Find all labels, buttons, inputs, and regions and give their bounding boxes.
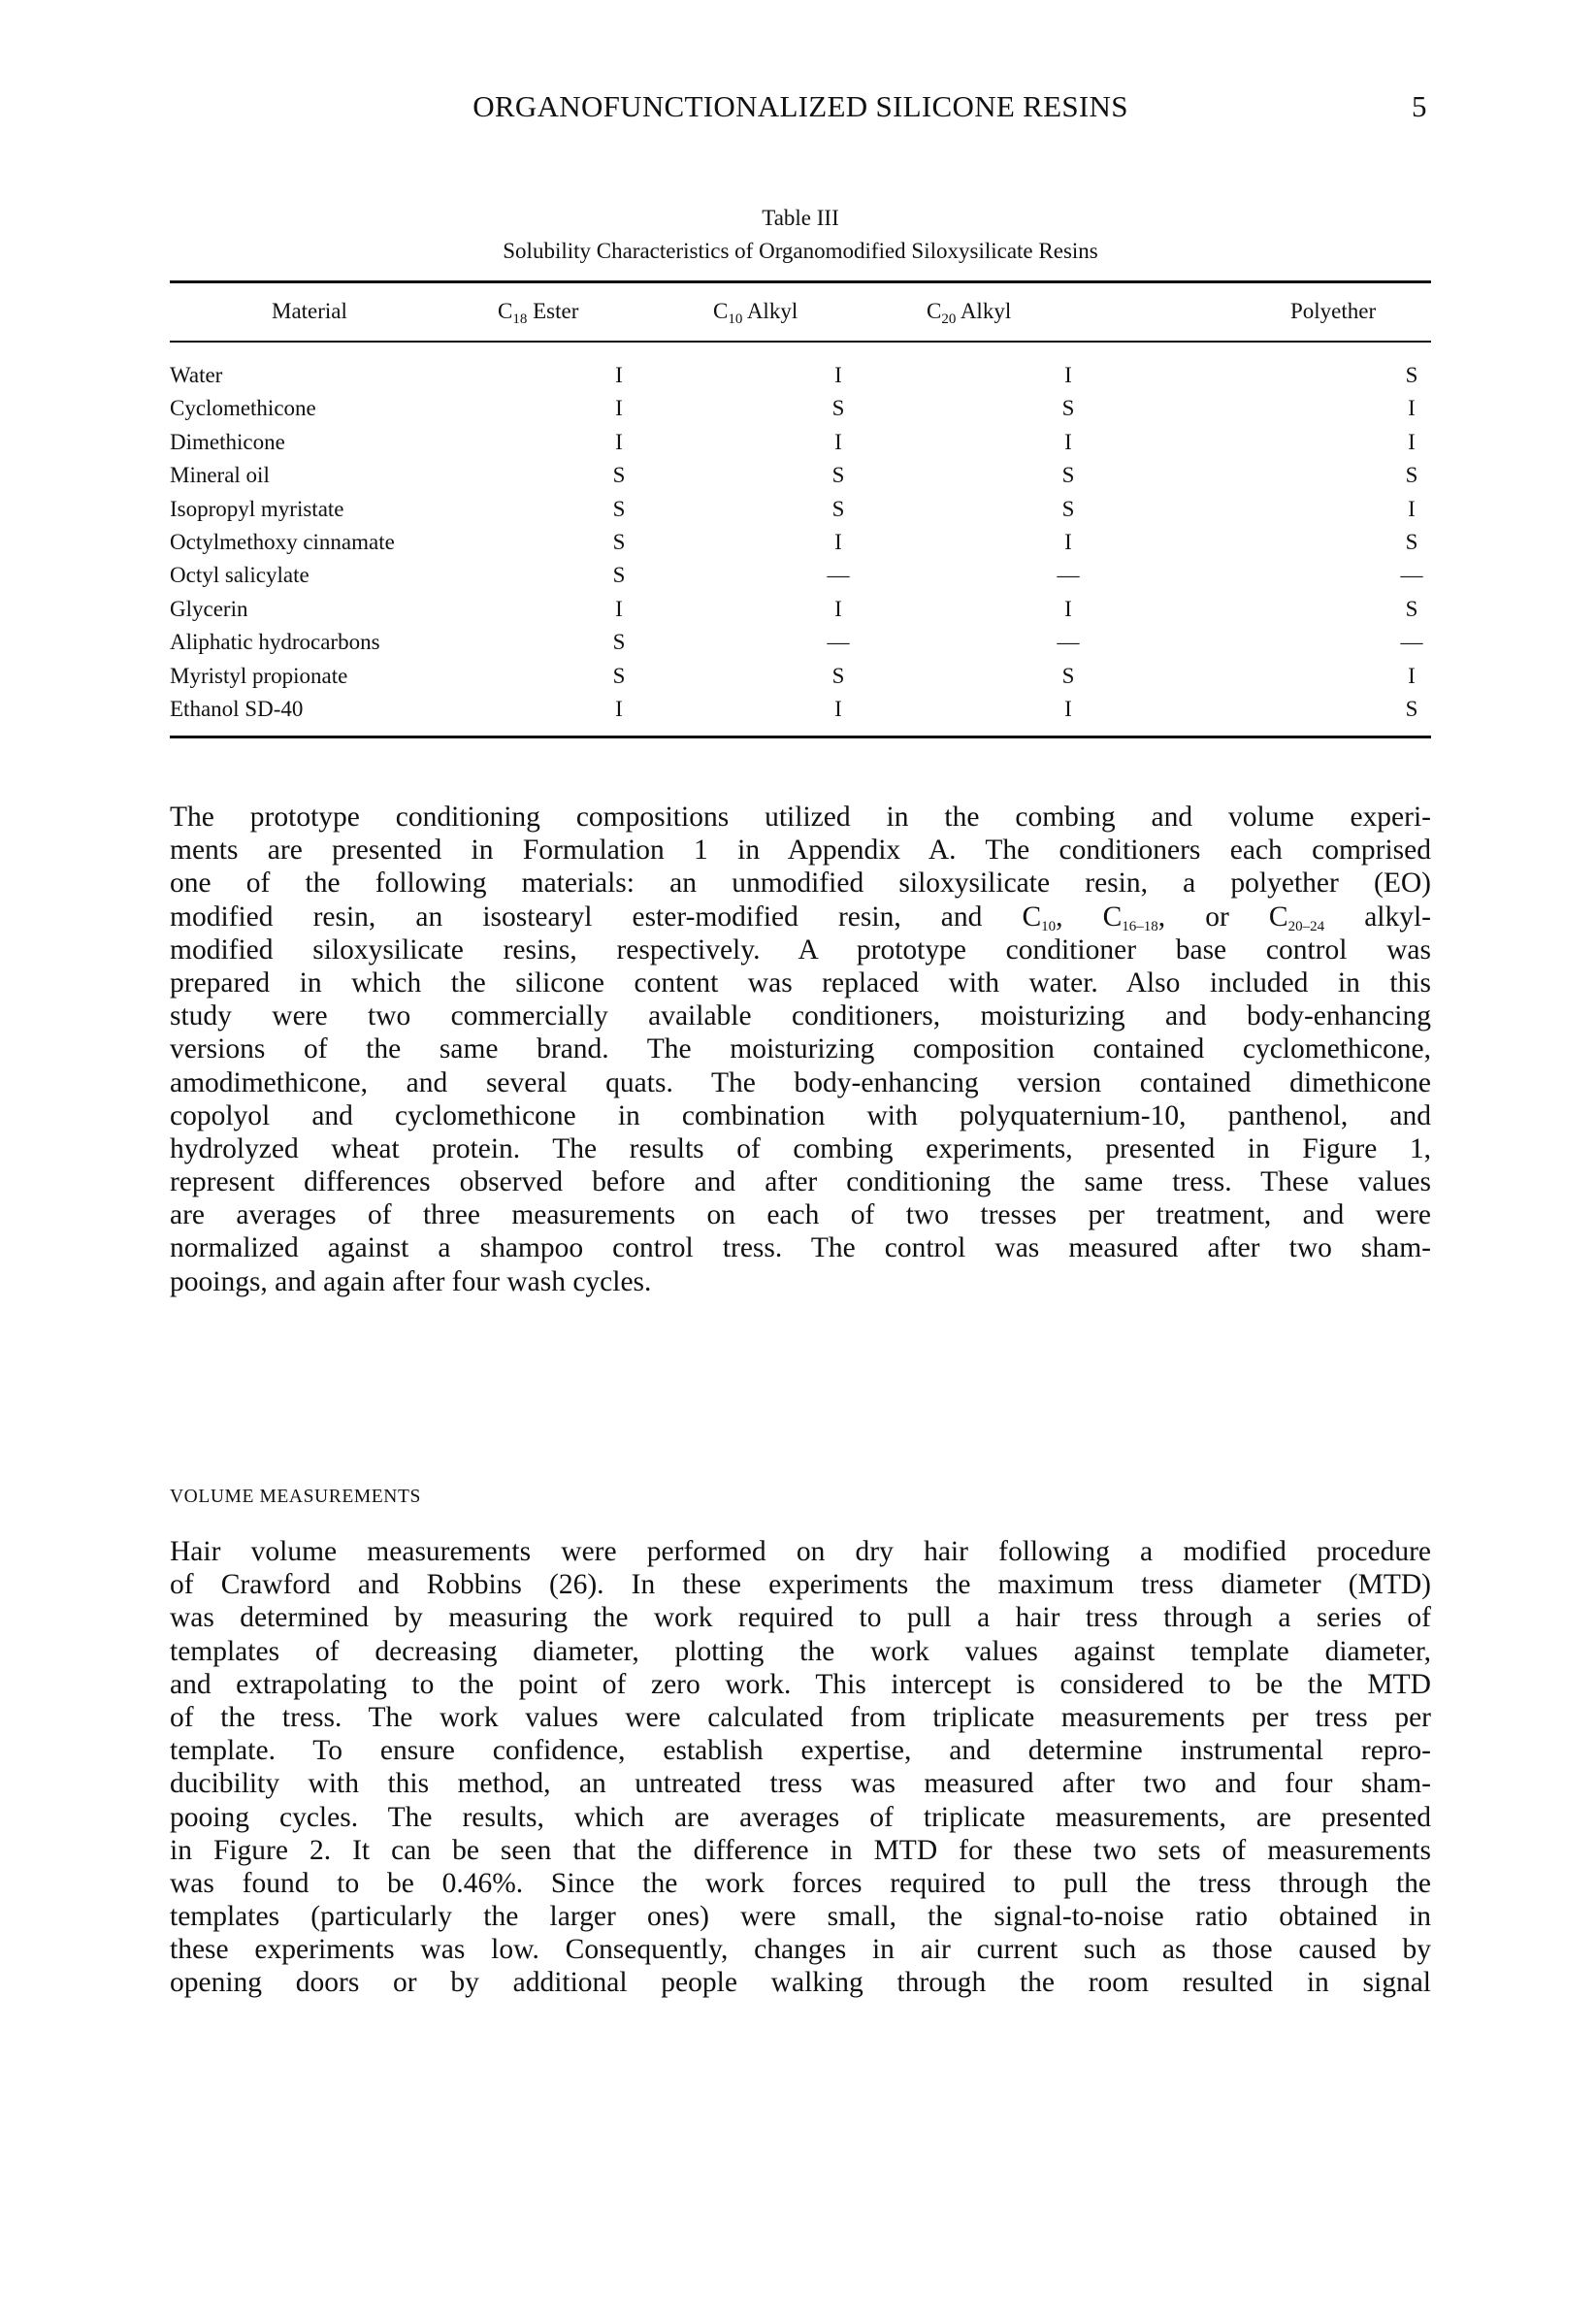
text-line: hydrolyzed wheat protein. The results of combing experiments, presented in Figure 1, <box>170 1132 1431 1164</box>
cell-material: Dimethicone <box>170 429 285 454</box>
cell-c20-alkyl: S <box>1061 463 1075 488</box>
cell-c10-alkyl: I <box>834 696 842 721</box>
cell-polyether: — <box>1400 630 1423 655</box>
running-head <box>170 89 1431 124</box>
column-header-material: Material <box>272 299 347 323</box>
cell-c18-ester: I <box>615 596 623 621</box>
cell-material: Myristyl propionate <box>170 663 348 688</box>
cell-c20-alkyl: I <box>1064 429 1072 454</box>
table-top-rule <box>170 280 1431 283</box>
text-line: normalized against a shampoo control tress. The control was measured after two sham- <box>170 1232 1431 1264</box>
table-body <box>170 359 1431 726</box>
cell-c18-ester: I <box>615 429 623 454</box>
table-caption: Solubility Characteristics of Organomodified Siloxysilicate Resins <box>503 239 1098 263</box>
text-line: prepared in which the silicone content was replaced with water. Also included in this <box>170 966 1431 998</box>
cell-c20-alkyl: I <box>1064 696 1072 721</box>
cell-polyether: I <box>1408 496 1416 521</box>
cell-c20-alkyl: S <box>1061 496 1075 521</box>
cell-material: Isopropyl myristate <box>170 496 344 521</box>
cell-polyether: S <box>1405 529 1418 554</box>
cell-c10-alkyl: — <box>827 630 850 655</box>
table-row <box>170 660 1431 693</box>
text-line: ments are presented in Formulation 1 in Appendix A. The conditioners each comprised <box>170 835 1431 867</box>
running-title: ORGANOFUNCTIONALIZED SILICONE RESINS <box>472 89 1128 123</box>
table-bottom-rule <box>170 736 1431 738</box>
cell-material: Cyclomethicone <box>170 396 316 421</box>
table-row <box>170 559 1431 592</box>
table-row <box>170 693 1431 726</box>
cell-c10-alkyl: S <box>831 496 845 521</box>
table-row <box>170 392 1431 425</box>
cell-c10-alkyl: I <box>834 429 842 454</box>
cell-polyether: S <box>1405 463 1418 488</box>
text-line: study were two commercially available conditioners, moisturizing and body-enhancing <box>170 1000 1431 1032</box>
table-row <box>170 593 1431 626</box>
text-line: pooing cycles. The results, which are averages of triplicate measurements, are presented <box>170 1801 1431 1833</box>
cell-c18-ester: S <box>612 563 626 588</box>
text-line: represent differences observed before and after conditioning the same tress. These values <box>170 1166 1431 1198</box>
text-line: these experiments was low. Consequently, changes in air current such as those caused by <box>170 1934 1431 1966</box>
cell-c18-ester: S <box>612 529 626 554</box>
column-header-polyether: Polyether <box>1290 299 1377 323</box>
text-line: amodimethicone, and several quats. The body-enhancing version contained dimethicone <box>170 1066 1431 1098</box>
cell-polyether: S <box>1405 363 1418 387</box>
text-line: modified siloxysilicate resins, respectively. A prototype conditioner base control was <box>170 933 1431 966</box>
table-row <box>170 426 1431 459</box>
cell-polyether: S <box>1405 696 1418 721</box>
cell-material: Glycerin <box>170 596 248 621</box>
text-line: copolyol and cyclomethicone in combination with polyquaternium-10, panthenol, and <box>170 1099 1431 1131</box>
text-line: templates (particularly the larger ones) were small, the signal-to-noise ratio obtained in <box>170 1901 1431 1933</box>
cell-c18-ester: I <box>615 396 623 421</box>
cell-c20-alkyl: S <box>1061 396 1075 421</box>
cell-material: Ethanol SD-40 <box>170 696 304 721</box>
text-line: one of the following materials: an unmodified siloxysilicate resin, a polyether (EO) <box>170 867 1431 900</box>
cell-c20-alkyl: I <box>1064 363 1072 387</box>
cell-c10-alkyl: I <box>834 363 842 387</box>
cell-polyether: I <box>1408 429 1416 454</box>
text-line: Hair volume measurements were performed on dry hair following a modified procedure <box>170 1536 1431 1567</box>
table-header <box>170 299 1431 332</box>
text-line: in Figure 2. It can be seen that the difference in MTD for these two sets of measurements <box>170 1834 1431 1866</box>
cell-c18-ester: S <box>612 463 626 488</box>
table-row <box>170 526 1431 559</box>
cell-c10-alkyl: S <box>831 396 845 421</box>
cell-material: Aliphatic hydrocarbons <box>170 630 380 655</box>
text-line: was determined by measuring the work required to pull a hair tress through a series of <box>170 1602 1431 1634</box>
table-row <box>170 626 1431 659</box>
cell-c20-alkyl: I <box>1064 529 1072 554</box>
text-line: opening doors or by additional people walking through the room resulted in signal <box>170 1967 1431 1999</box>
cell-material: Mineral oil <box>170 463 270 488</box>
cell-material: Octyl salicylate <box>170 563 309 588</box>
cell-c18-ester: S <box>612 630 626 655</box>
text-line: of Crawford and Robbins (26). In these experiments the maximum tress diameter (MTD) <box>170 1569 1431 1601</box>
cell-polyether: I <box>1408 396 1416 421</box>
text-line: templates of decreasing diameter, plotting the work values against template diameter, <box>170 1635 1431 1667</box>
text-line: and extrapolating to the point of zero work. This intercept is considered to be the MTD <box>170 1668 1431 1700</box>
table-row <box>170 359 1431 392</box>
cell-polyether: S <box>1405 596 1418 621</box>
cell-c10-alkyl: I <box>834 529 842 554</box>
cell-c10-alkyl: — <box>827 563 850 588</box>
cell-c18-ester: S <box>612 496 626 521</box>
cell-c18-ester: I <box>615 363 623 387</box>
column-header-c18-ester: $C_{18}$ Ester <box>498 299 579 327</box>
text-line: was found to be 0.46%. Since the work forces required to pull the tress through the <box>170 1867 1431 1899</box>
text-line: versions of the same brand. The moisturizing composition contained cyclomethicone, <box>170 1033 1431 1065</box>
cell-material: Octylmethoxy cinnamate <box>170 529 395 554</box>
cell-c20-alkyl: — <box>1057 630 1080 655</box>
column-header-c20-alkyl: $C_{20}$ Alkyl <box>927 299 1012 327</box>
text-line: ducibility with this method, an untreated tress was measured after two and four sham- <box>170 1768 1431 1800</box>
cell-c20-alkyl: — <box>1057 563 1080 588</box>
table-label: Table III <box>762 206 839 230</box>
section-heading: VOLUME MEASUREMENTS <box>170 1487 421 1507</box>
table-row <box>170 459 1431 492</box>
table-header-rule <box>170 341 1431 343</box>
table-row <box>170 493 1431 526</box>
column-header-c10-alkyl: $C_{10}$ Alkyl <box>713 299 798 327</box>
text-line: pooings, and again after four wash cycles. <box>170 1265 652 1297</box>
cell-polyether: I <box>1408 663 1416 688</box>
cell-c18-ester: S <box>612 663 626 688</box>
page-number: 5 <box>1412 89 1427 123</box>
table-caption-block <box>170 202 1431 268</box>
cell-c10-alkyl: I <box>834 596 842 621</box>
cell-c20-alkyl: S <box>1061 663 1075 688</box>
paragraph-volume-measurements <box>170 1535 1431 2000</box>
cell-c10-alkyl: S <box>831 463 845 488</box>
text-line: template. To ensure confidence, establish expertise, and determine instrumental repro- <box>170 1735 1431 1767</box>
text-line: of the tress. The work values were calculated from triplicate measurements per tress per <box>170 1701 1431 1733</box>
cell-polyether: — <box>1400 563 1423 588</box>
cell-c18-ester: I <box>615 696 623 721</box>
cell-material: Water <box>170 363 223 387</box>
text-line: are averages of three measurements on each of two tresses per treatment, and were <box>170 1199 1431 1231</box>
cell-c10-alkyl: S <box>831 663 845 688</box>
paragraph-formulations <box>170 801 1431 1298</box>
text-line: The prototype conditioning compositions utilized in the combing and volume experi- <box>170 802 1431 833</box>
text-line-with-subscripts: modified resin, an isostearyl ester-modified resin, and $C_{10}$, $C_{16-18}$, or $C_{20-24}$ alkyl- <box>170 900 1432 934</box>
cell-c20-alkyl: I <box>1064 596 1072 621</box>
